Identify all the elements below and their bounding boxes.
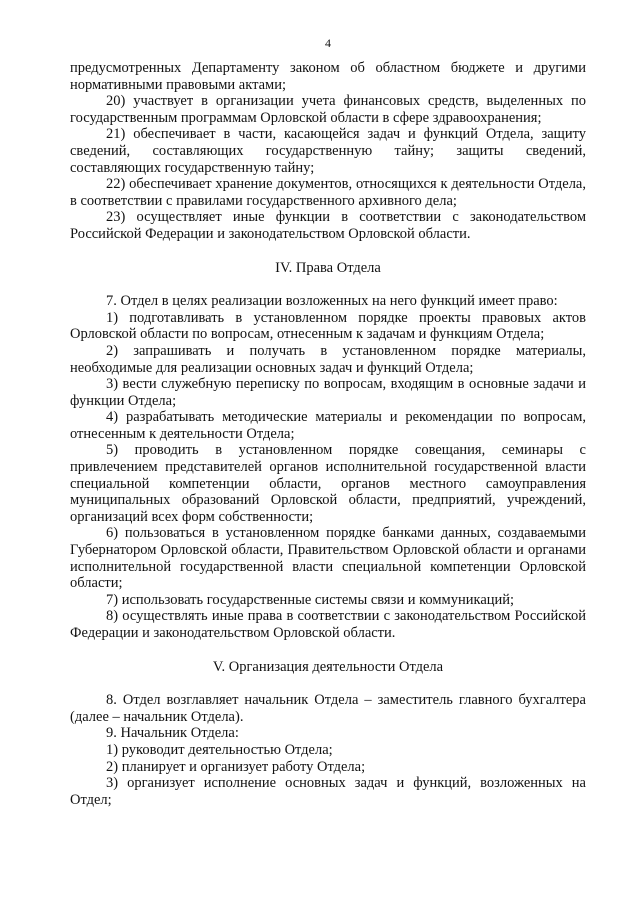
paragraph-rights-intro: 7. Отдел в целях реализации возложенных на него функций имеет право: bbox=[106, 293, 558, 310]
paragraph-right-2: 2) запрашивать и получать в установленном порядке материалы, необходимые для реализации основных задач и функций Отдела; bbox=[70, 342, 586, 376]
paragraph-item-21: 21) обеспечивает в части, касающейся задач и функций Отдела, защиту сведений, составляющих государственную тайну; защиты сведений, составляющих государственную тайну; bbox=[70, 126, 586, 176]
paragraph-item-20: 20) участвует в организации учета финансовых средств, выделенных по государственным программам Орловской области в сфере здравоохранения; bbox=[70, 93, 586, 126]
document-body bbox=[70, 60, 586, 808]
paragraph-right-8: 8) осуществлять иные права в соответствии с законодательством Российской Федерации и законодательством Орловской области. bbox=[70, 608, 586, 641]
paragraph-right-5: 5) проводить в установленном порядке совещания, семинары с привлечением представителей органов исполнительной государственной власти специальной компетенции области, органов местного самоуправления муниципальных образований Орловской области, предприятий, учреждений, организаций всех форм собственности; bbox=[70, 442, 586, 525]
paragraph-right-6: 6) пользоваться в установленном порядке банками данных, создаваемыми Губернатором Орловской области, Правительством Орловской области и органами исполнительной государственной власти специальной компетенции Орловской области; bbox=[70, 525, 586, 592]
paragraph-org-9-2: 2) планирует и организует работу Отдела; bbox=[106, 758, 366, 775]
paragraph-org-9-3: 3) организует исполнение основных задач и функций, возложенных на Отдел; bbox=[70, 775, 586, 808]
paragraph-right-1: 1) подготавливать в установленном порядке проекты правовых актов Орловской области по вопросам, отнесенным к задачам и функциям Отдела; bbox=[70, 309, 586, 343]
paragraph-right-7: 7) использовать государственные системы связи и коммуникаций; bbox=[106, 591, 515, 608]
paragraph-org-9: 9. Начальник Отдела: bbox=[106, 725, 239, 742]
paragraph-org-9-1: 1) руководит деятельностью Отдела; bbox=[106, 741, 333, 758]
paragraph-right-4: 4) разрабатывать методические материалы и рекомендации по вопросам, отнесенным к деятельности Отдела; bbox=[70, 409, 586, 442]
document-page bbox=[70, 0, 586, 905]
paragraph-item-23: 23) осуществляет иные функции в соответствии с законодательством Российской Федерации и законодательством Орловской области. bbox=[70, 209, 586, 242]
page-number: 4 bbox=[325, 36, 331, 50]
paragraph-continuation: предусмотренных Департаменту законом об областном бюджете и другими нормативными правовыми актами; bbox=[70, 60, 586, 93]
paragraph-org-8: 8. Отдел возглавляет начальник Отдела – заместитель главного бухгалтера (далее – начальник Отдела). bbox=[70, 692, 586, 725]
paragraph-item-22: 22) обеспечивает хранение документов, относящихся к деятельности Отдела, в соответствии с правилами государственного архивного дела; bbox=[70, 176, 586, 209]
paragraph-right-3: 3) вести служебную переписку по вопросам, входящим в основные задачи и функции Отдела; bbox=[70, 376, 586, 409]
section-heading-organization: V. Организация деятельности Отдела bbox=[212, 658, 444, 675]
section-heading-rights: IV. Права Отдела bbox=[275, 259, 381, 276]
